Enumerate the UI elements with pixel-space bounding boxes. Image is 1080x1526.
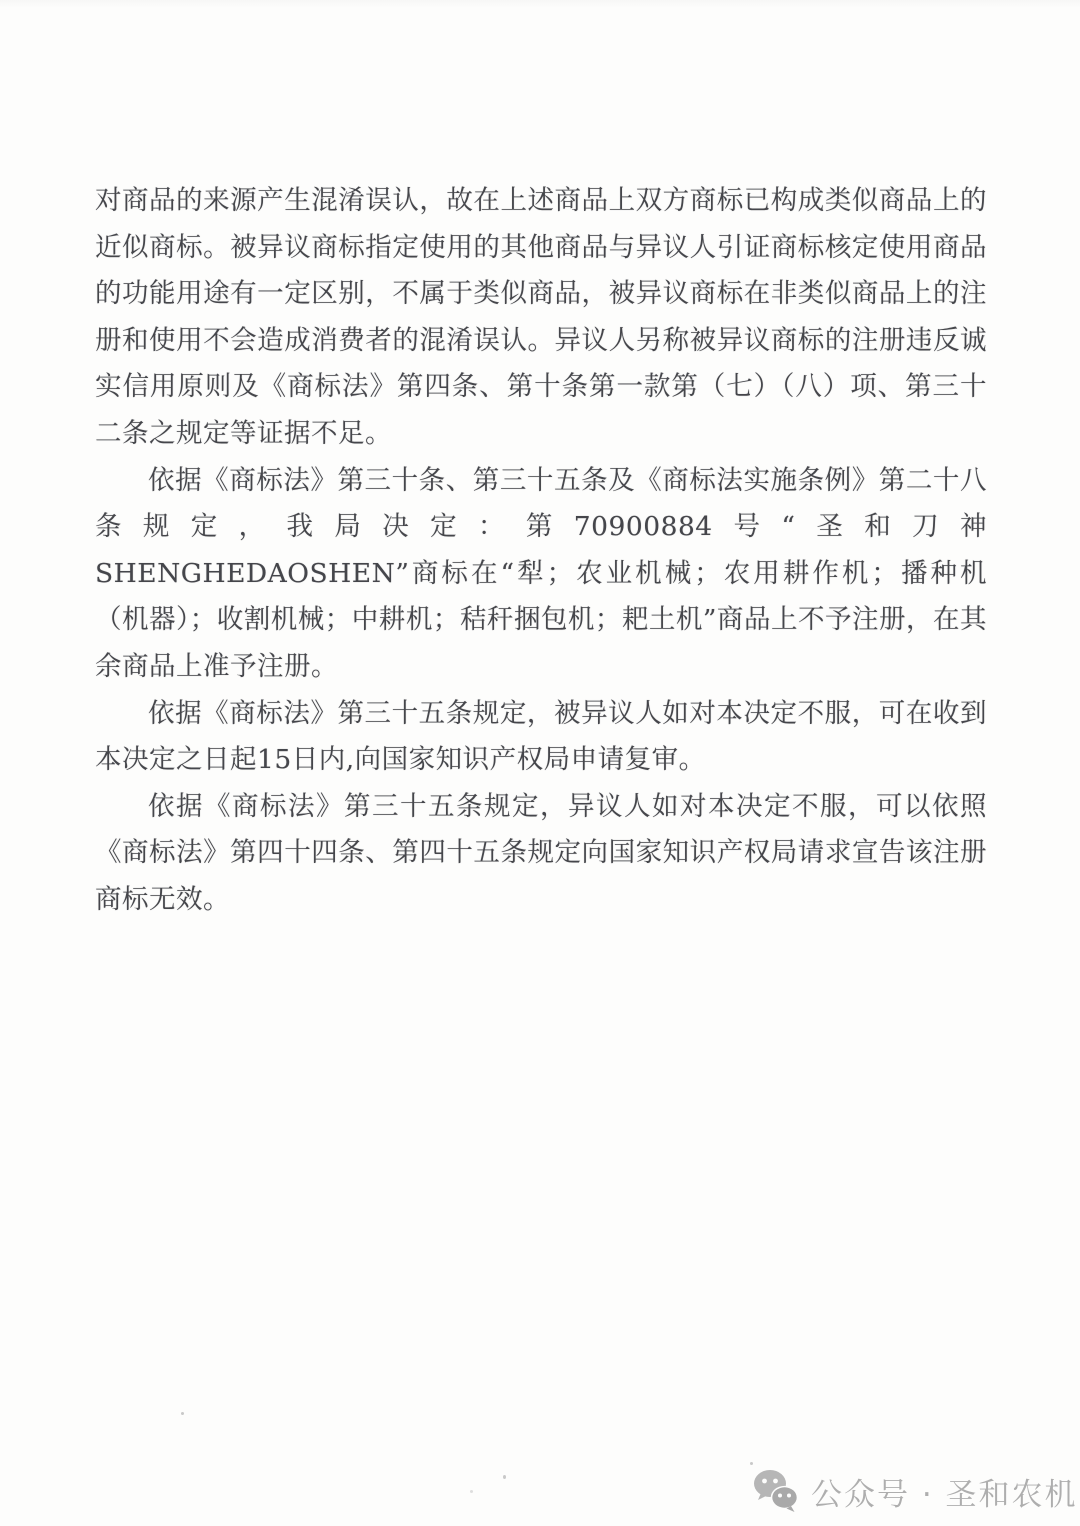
scan-speck	[470, 1490, 473, 1493]
scan-speck	[503, 1475, 506, 1479]
wechat-watermark	[753, 1466, 1078, 1516]
scan-speck	[181, 1412, 184, 1415]
wechat-account-label: 公众号 · 圣和农机	[811, 1476, 1078, 1513]
scan-speck	[750, 1462, 753, 1465]
document-body	[95, 178, 1014, 924]
paragraph-continuation: 对商品的来源产生混淆误认，故在上述商品上双方商标已构成类似商品上的近似商标。被异议商标指定使用的其他商品与异议人引证商标核定使用商品的功能用途有一定区别，不属于类似商品，被异议商标在非类似商品上的注册和使用不会造成消费者的混淆误认。异议人另称被异议商标的注册违反诚实信用原则及《商标法》第四条、第十条第一款第（七）（八）项、第三十二条之规定等证据不足。	[95, 185, 987, 449]
paragraph-decision: 依据《商标法》第三十条、第三十五条及《商标法实施条例》第二十八条规定，我局决定：第70900884号“圣和刀神 SHENGHEDAOSHEN”商标在“犁；农业机械；农用耕作机；播种机（机器）；收割机械；中耕机；秸秆捆包机；耙土机”商品上不予注册，在其余商品上准予注册。	[95, 464, 1014, 682]
wechat-icon	[753, 1469, 799, 1513]
paragraph-invalidation-right: 依据《商标法》第三十五条规定，异议人如对本决定不服，可以依照《商标法》第四十四条、第四十五条规定向国家知识产权局请求宣告该注册商标无效。	[95, 790, 987, 915]
paragraph-review-right: 依据《商标法》第三十五条规定，被异议人如对本决定不服，可在收到本决定之日起15日内,向国家知识产权局申请复审。	[95, 697, 987, 776]
